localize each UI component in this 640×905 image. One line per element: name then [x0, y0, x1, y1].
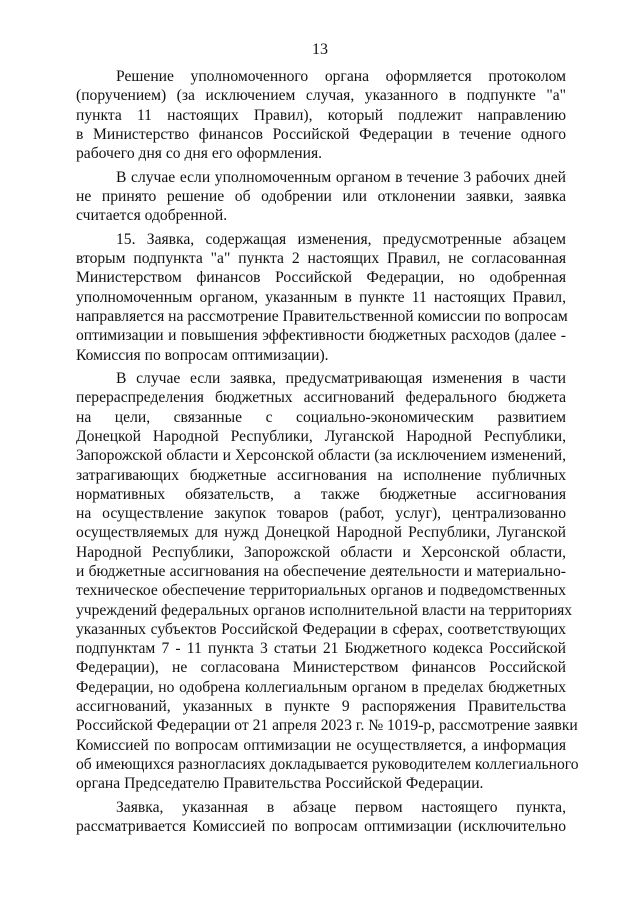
text-line: считается одобренной.: [76, 207, 228, 225]
text-line: уполномоченным органом, указанным в пункте 11 настоящих Правил,: [76, 288, 566, 306]
text-line: об имеющихся разногласиях докладывается руководителем коллегиального: [76, 755, 579, 773]
text-line: ассигнований, указанных в пункте 9 распоряжения Правительства: [76, 698, 566, 716]
text-line: вторым подпункта "а" пункта 2 настоящих Правил, не согласованная: [76, 250, 566, 268]
text-line: Федерации), не согласована Министерством финансов Российской: [76, 659, 566, 677]
text-line: затрагивающих бюджетные ассигнования на исполнение публичных: [76, 466, 566, 484]
paragraph: [76, 230, 566, 365]
text-line: на цели, связанные с социально-экономическим развитием: [76, 408, 566, 426]
text-line: рассматривается Комиссией по вопросам оптимизации (исключительно: [76, 818, 566, 836]
text-line: Народной Республики, Запорожской области и Херсонской области,: [76, 543, 566, 561]
text-line: рабочего дня со дня его оформления.: [76, 145, 323, 163]
text-line: техническое обеспечение территориальных органов и подведомственных: [76, 582, 566, 600]
paragraph: [76, 369, 579, 794]
text-line: и бюджетные ассигнования на обеспечение деятельности и материально-: [76, 562, 566, 580]
text-line: Запорожской области и Херсонской области (за исключением изменений,: [76, 447, 566, 465]
text-line: органа Председателю Правительства Российской Федерации.: [76, 775, 484, 793]
text-line: 15. Заявка, содержащая изменения, предусмотренные абзацем: [116, 230, 566, 248]
paragraph: [76, 798, 566, 837]
text-line: пункта 11 настоящих Правил), который подлежит направлению: [76, 106, 566, 124]
text-line: Федерации, но одобрена коллегиальным органом в пределах бюджетных: [76, 678, 566, 696]
text-line: указанных субъектов Российской Федерации в сферах, соответствующих: [76, 620, 566, 638]
text-line: Российской Федерации от 21 апреля 2023 г. № 1019-р, рассмотрение заявки: [76, 717, 578, 735]
text-line: Донецкой Народной Республики, Луганской Народной Республики,: [76, 427, 566, 445]
text-line: не принято решение об одобрении или отклонении заявки, заявка: [76, 187, 566, 205]
text-line: Комиссией по вопросам оптимизации не осуществляется, а информация: [76, 736, 566, 754]
text-line: Решение уполномоченного органа оформляется протоколом: [116, 68, 566, 85]
text-line: Заявка, указанная в абзаце первом настоящего пункта,: [116, 798, 566, 816]
text-line: В случае если заявка, предусматривающая изменения в части: [116, 370, 566, 388]
text-line: оптимизации и повышения эффективности бюджетных расходов (далее -: [76, 327, 566, 345]
document-body: [76, 67, 579, 841]
text-line: перераспределения бюджетных ассигнований федерального бюджета: [76, 389, 566, 407]
text-line: осуществляемых для нужд Донецкой Народной Республики, Луганской: [76, 524, 566, 542]
text-line: (поручением) (за исключением случая, указанного в подпункте "а": [76, 87, 566, 105]
text-line: Комиссия по вопросам оптимизации).: [76, 346, 329, 364]
text-line: Министерством финансов Российской Федерации, но одобренная: [76, 269, 566, 287]
text-line: в Министерство финансов Российской Федерации в течение одного: [76, 125, 566, 143]
text-line: на осуществление закупок товаров (работ, услуг), централизованно: [76, 505, 566, 523]
page-number: 13: [312, 41, 328, 58]
paragraph: [76, 168, 566, 226]
text-line: учреждений федеральных органов исполнительной власти на территориях: [76, 601, 573, 619]
text-line: В случае если уполномоченным органом в течение 3 рабочих дней: [116, 168, 566, 186]
text-line: направляется на рассмотрение Правительственной комиссии по вопросам: [76, 307, 568, 325]
paragraph: [76, 67, 566, 163]
text-line: подпунктам 7 - 11 пункта 3 статьи 21 Бюджетного кодекса Российской: [76, 640, 566, 658]
text-line: нормативных обязательств, а также бюджетные ассигнования: [76, 485, 566, 503]
